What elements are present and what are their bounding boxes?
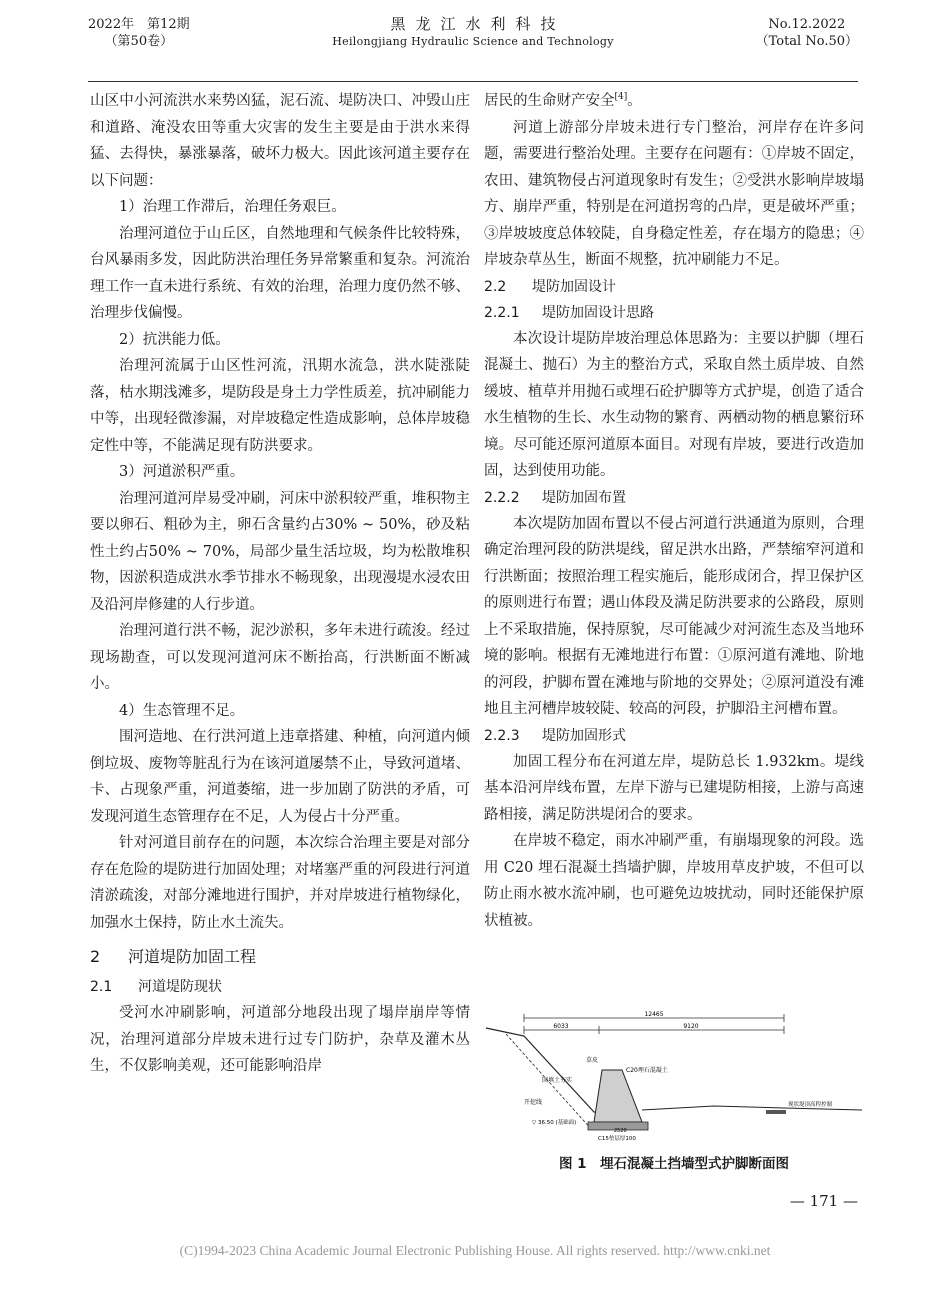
- journal-title-en: Heilongjiang Hydraulic Science and Technology: [332, 35, 614, 48]
- subsection-title: 堤防加固设计思路: [542, 304, 654, 321]
- header-divider: [88, 81, 858, 82]
- label-backfill: 回填土夯实: [542, 1077, 573, 1084]
- label-dim-bottom: 2520: [614, 1128, 627, 1134]
- label-concrete: C20埋石混凝土: [626, 1067, 668, 1074]
- page-number: — 171 —: [789, 1192, 858, 1210]
- label-ground-control: 现状堤顶高程控制: [788, 1102, 833, 1108]
- label-cushion: C15垫层厚100: [598, 1136, 636, 1142]
- paragraph: 围河造地、在行洪河道上违章搭建、种植，向河道内倾倒垃圾、废物等脏乱行为在该河道屡禁不止，导致河道堵、卡、占现象严重，河道萎缩，进一步加剧了防洪的矛盾，可发现河道生态管理存在不足，人为侵占十分严重。: [90, 729, 470, 825]
- issue-volume: （第50卷）: [104, 34, 174, 49]
- paragraph: 本次堤防加固布置以不侵占河道行洪通道为原则，合理确定治理河段的防洪堤线，留足洪水出路，严禁缩窄河道和行洪断面；按照治理工程实施后，能形成闭合，捍卫保护区的原则进行布置；遇山体段及满足防洪要求的公路段，原则上不采取措施，保持原貌，尽可能减少对河流生态及当地环境的影响。根据有无滩地进行布置：①原河道有滩地、阶地的河段，护脚布置在滩地与阶地的交界处；②原河道没有滩地且主河槽岸坡较陡、较高的河段，护脚沿主河槽布置。: [484, 515, 864, 717]
- section-number: 2: [90, 947, 101, 966]
- subsection-number: 2.2.3: [484, 727, 520, 744]
- retaining-wall: [594, 1070, 642, 1122]
- subsection-title: 河道堤防现状: [138, 979, 222, 995]
- list-item-title: 4）生态管理不足。: [119, 702, 245, 719]
- slope-line: [486, 1028, 614, 1116]
- journal-title-block: [88, 16, 858, 50]
- paragraph: 本次设计堤防岸坡治理总体思路为：主要以护脚（埋石混凝土、抛石）为主的整治方式，采取自然土质岸坡、自然缓坡、植草并用抛石或埋石砼护脚等方式护堤，创造了适合水生植物的生长、水生动物的繁育、两栖动物的栖息繁衍环境。尽可能还原河道原本面目。对现有岸坡，要进行改造加固，达到使用功能。: [484, 330, 864, 479]
- paragraph: 受河水冲刷影响，河道部分地段出现了塌岸崩岸等情况，治理河道部分岸坡未进行过专门防护，杂草及灌木丛生，不仅影响美观，还可能影响沿岸: [90, 1005, 470, 1074]
- subsection-number: 2.1: [90, 979, 113, 995]
- section-heading: [90, 944, 470, 970]
- issue-year: 2022年 第12期: [88, 17, 190, 32]
- text-run: 。: [627, 93, 642, 109]
- dimension-b-label: 9120: [683, 1023, 699, 1030]
- subsubsection-heading: [484, 300, 864, 326]
- dimension-total-label: 12465: [644, 1011, 664, 1018]
- subsection-number: 2.2.2: [484, 489, 520, 506]
- paragraph: [484, 88, 864, 115]
- subsection-title: 堤防加固设计: [532, 278, 616, 295]
- list-item-title: 3）河道淤积严重。: [119, 464, 245, 480]
- figure-1: [484, 1010, 864, 1180]
- subsection-title: 堤防加固布置: [542, 489, 626, 506]
- paragraph: 治理河道行洪不畅，泥沙淤积，多年未进行疏浚。经过现场勘查，可以发现河道河床不断抬高，行洪断面不断减小。: [90, 623, 470, 692]
- label-elevation: ▽ 36.50 (基础面): [532, 1120, 577, 1126]
- list-item-title: 1）治理工作滞后，治理任务艰巨。: [119, 199, 346, 215]
- issue-total: （Total No.50）: [755, 34, 858, 49]
- label-grass: 草皮: [586, 1057, 599, 1064]
- subsubsection-heading: [484, 723, 864, 749]
- cross-section-drawing: [484, 1010, 864, 1148]
- ground-marker: [766, 1110, 786, 1114]
- subsection-number: 2.2.1: [484, 304, 520, 321]
- journal-title-cn: 黑龙江水利科技: [390, 15, 566, 33]
- dimension-a-label: 6033: [553, 1023, 569, 1030]
- subsection-heading: [90, 974, 470, 1000]
- page-header: [88, 16, 858, 60]
- subsection-heading: [484, 274, 864, 300]
- section-title: 河道堤防加固工程: [128, 947, 257, 966]
- text-run: 居民的生命财产安全: [484, 93, 615, 109]
- paragraph: 针对河道目前存在的问题，本次综合治理主要是对部分存在危险的堤防进行加固处理；对堵塞严重的河段进行河道清淤疏浚，对部分滩地进行围护，并对岸坡进行植物绿化，加强水土保持，防止水土流失。: [90, 835, 470, 931]
- right-column: [484, 88, 864, 934]
- figure-caption: 图 1 埋石混凝土挡墙型式护脚断面图: [558, 1156, 790, 1172]
- copyright-footer: (C)1994-2023 China Academic Journal Electronic Publishing House. All rights reserved. http://www.cnki.net: [179, 1243, 771, 1258]
- subsection-number: 2.2: [484, 278, 507, 295]
- subsubsection-heading: [484, 485, 864, 511]
- issue-number: [756, 16, 858, 50]
- paragraph: 治理河道河岸易受冲刷，河床中淤积较严重，堆积物主要以卵石、粗砂为主，卵石含量约占30% ~ 50%，砂及粘性土约占50% ~ 70%，局部少量生活垃圾，均为松散堆积物，因淤积造成洪水季节排水不畅现象，出现漫堤水浸农田及沿河岸修建的人行步道。: [90, 490, 470, 613]
- label-excavation: 开挖线: [524, 1099, 543, 1106]
- issue-no: No.12.2022: [768, 17, 846, 32]
- paragraph: 治理河流属于山区性河流，汛期水流急，洪水陡涨陡落，枯水期浅滩多，堤防段是身土力学性质差，抗冲刷能力中等，出现轻微渗漏，对岸坡稳定性造成影响，总体岸坡稳定性中等，不能满足现有防洪要求。: [90, 358, 470, 454]
- paragraph: 河道上游部分岸坡未进行专门整治，河岸存在许多问题，需要进行整治处理。主要存在问题有：①岸坡不固定，农田、建筑物侵占河道现象时有发生；②受洪水影响岸坡塌方、崩岸严重，特别是在河道拐弯的凸岸，更是破坏严重；③岸坡坡度总体较陡，自身稳定性差，存在塌方的隐患；④岸坡杂草丛生，断面不规整，抗冲刷能力不足。: [484, 119, 864, 268]
- paragraph: 在岸坡不稳定，雨水冲刷严重，有崩塌现象的河段。选用 C20 埋石混凝土挡墙护脚，岸坡用草皮护坡，不但可以防止雨水被水流冲刷，也可避免边坡扰动，同时还能保护原状植被。: [484, 833, 864, 929]
- left-column: [90, 88, 470, 1080]
- paragraph: 山区中小河流洪水来势凶猛，泥石流、堤防决口、冲毁山庄和道路、淹没农田等重大灾害的发生主要是由于洪水来得猛、去得快，暴涨暴落，破坏力极大。因此该河道主要存在以下问题：: [90, 93, 470, 189]
- paragraph: 治理河道位于山丘区，自然地理和气候条件比较特殊，台风暴雨多发，因此防洪治理任务异常繁重和复杂。河流治理工作一直未进行系统、有效的治理，治理力度仍然不够、治理步伐偏慢。: [90, 225, 470, 321]
- list-item-title: 2）抗洪能力低。: [119, 331, 230, 348]
- citation-ref: [4]: [614, 92, 628, 103]
- paragraph: 加固工程分布在河道左岸，堤防总长 1.932km。堤线基本沿河岸线布置，左岸下游与已建堤防相接，上游与高速路相接，满足防洪堤闭合的要求。: [484, 753, 864, 823]
- subsection-title: 堤防加固形式: [542, 727, 626, 744]
